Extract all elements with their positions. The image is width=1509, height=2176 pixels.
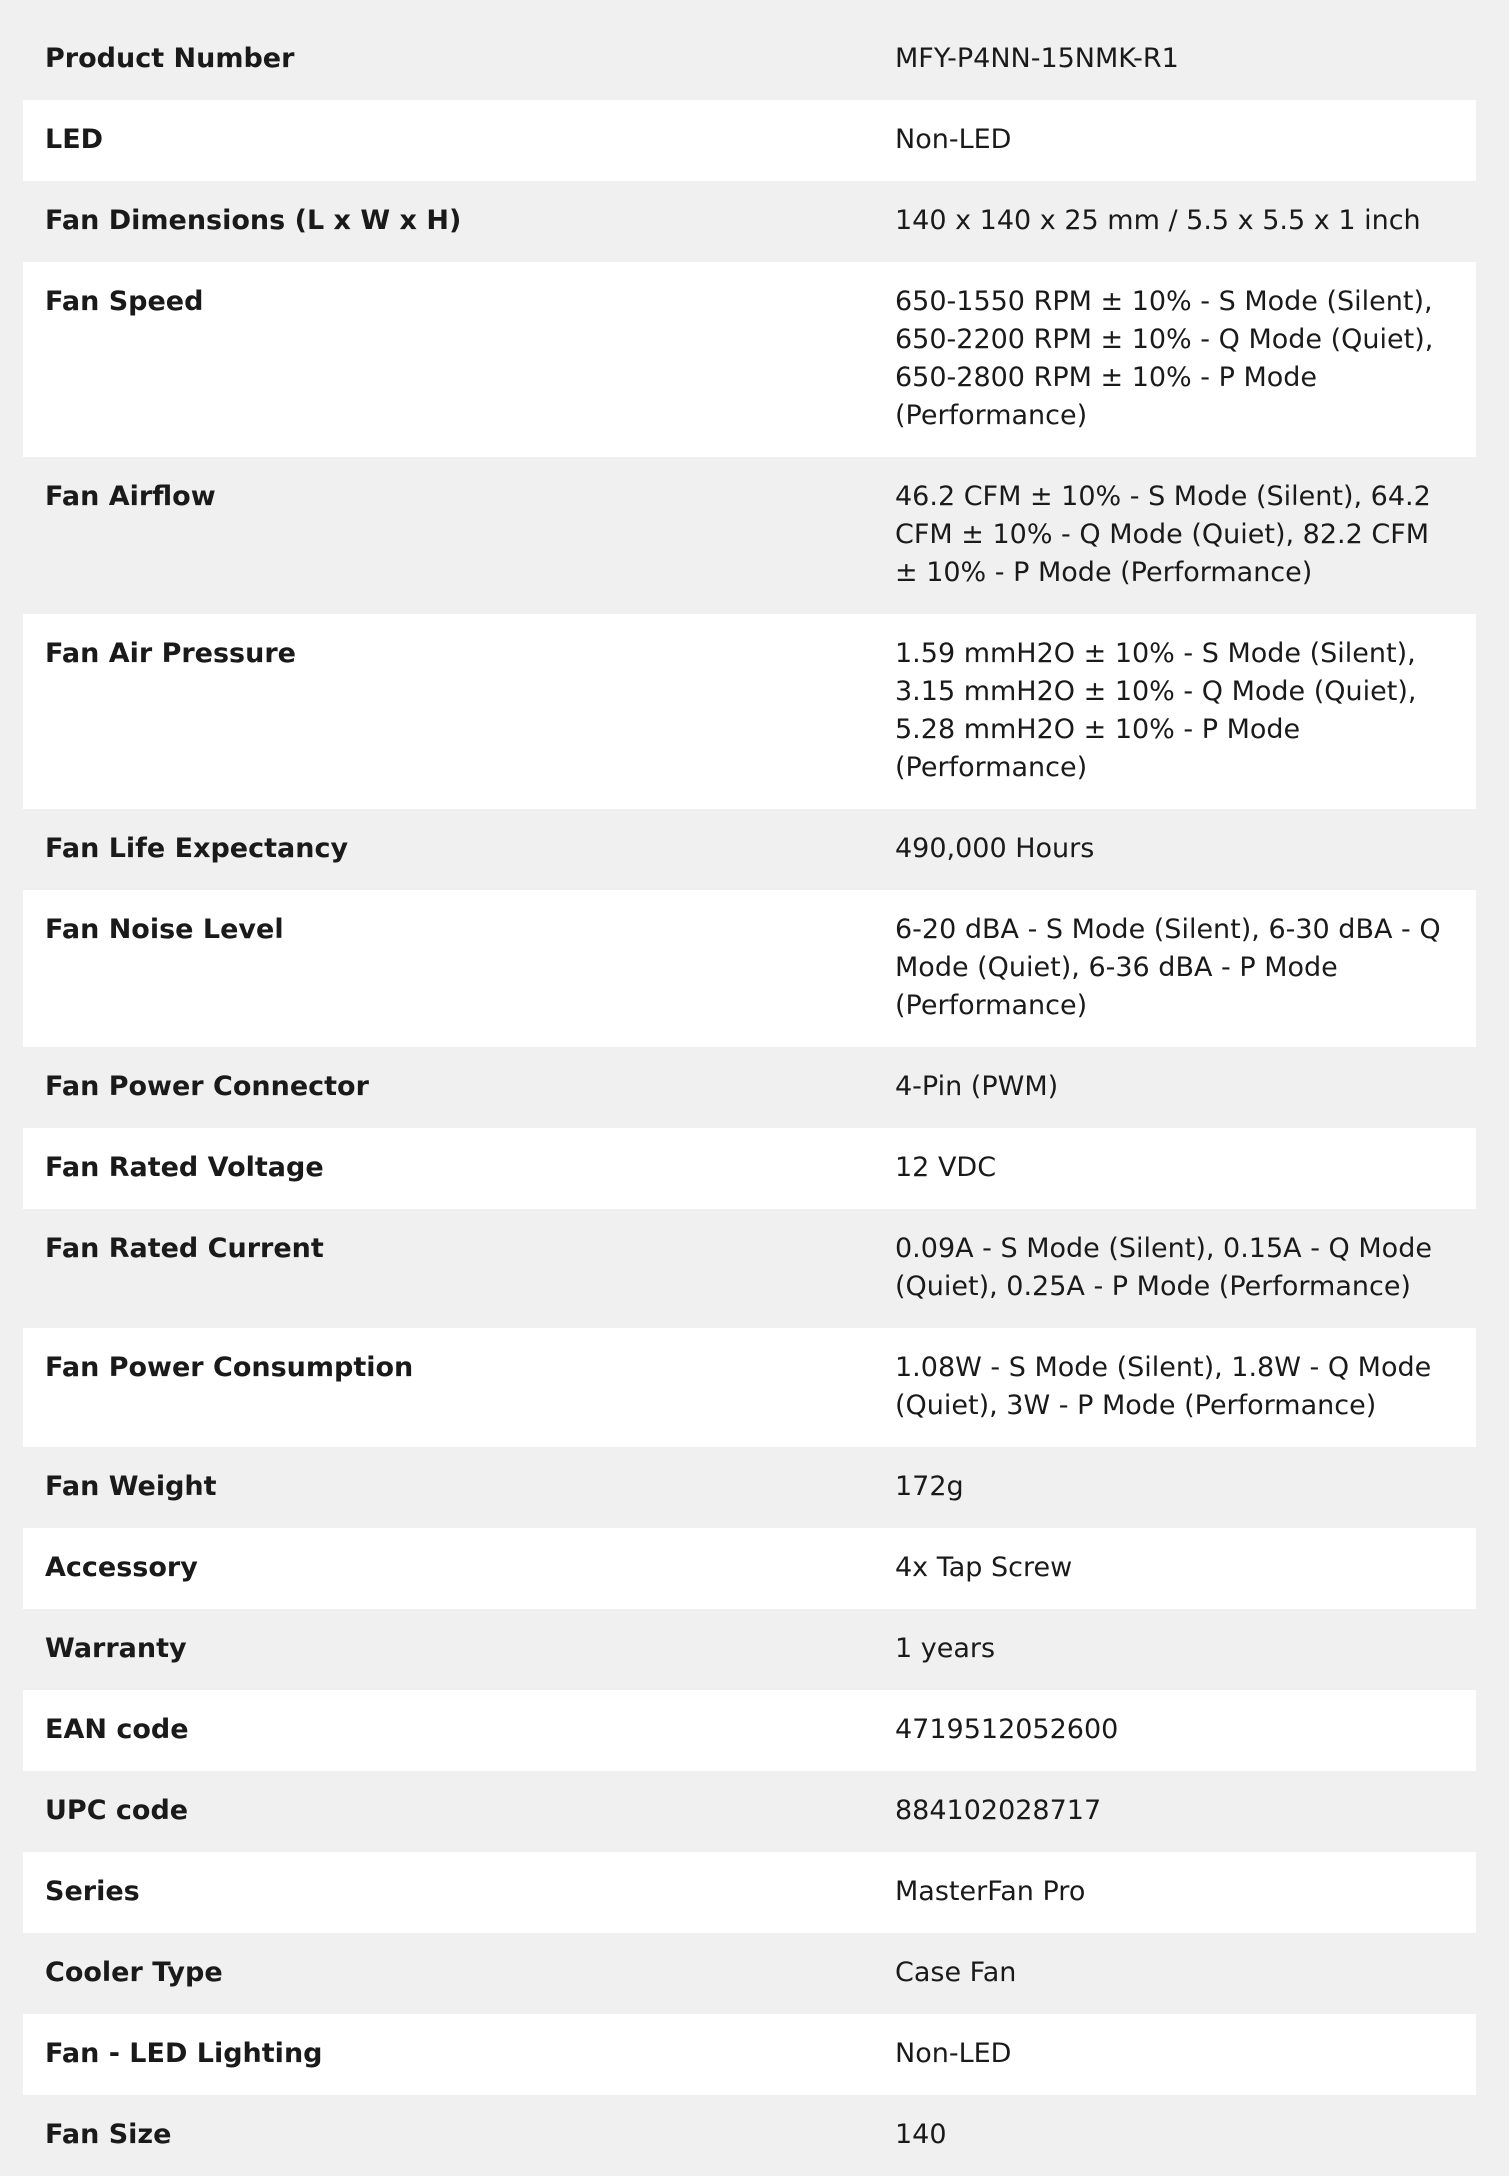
- spec-label: Cooler Type: [45, 1957, 223, 1988]
- spec-row-fan-noise-level: [23, 890, 1476, 1047]
- spec-row-ean-code: [23, 1690, 1476, 1771]
- spec-row-fan-power-consumption: [23, 1328, 1476, 1447]
- spec-label: Fan Speed: [45, 286, 204, 317]
- spec-label: Fan Power Connector: [45, 1071, 369, 1102]
- spec-value: 6-20 dBA - S Mode (Silent), 6-30 dBA - Q Mode (Quiet), 6-36 dBA - P Mode (Performance): [895, 914, 1441, 1021]
- spec-row-fan-airflow: [23, 457, 1476, 614]
- spec-label: Fan Power Consumption: [45, 1352, 414, 1383]
- spec-row-fan-speed: [23, 262, 1476, 457]
- spec-value: MasterFan Pro: [895, 1876, 1086, 1907]
- spec-value: Case Fan: [895, 1957, 1017, 1988]
- spec-value: 140 x 140 x 25 mm / 5.5 x 5.5 x 1 inch: [895, 205, 1421, 236]
- spec-label: Fan - LED Lighting: [45, 2038, 323, 2069]
- spec-label: Fan Life Expectancy: [45, 833, 349, 864]
- spec-row-fan-size: [23, 2095, 1476, 2176]
- spec-value: Non-LED: [895, 2038, 1012, 2069]
- spec-row-warranty: [23, 1609, 1476, 1690]
- spec-value: 490,000 Hours: [895, 833, 1095, 864]
- spec-label: Fan Weight: [45, 1471, 217, 1502]
- spec-value: 1.59 mmH2O ± 10% - S Mode (Silent), 3.15 mmH2O ± 10% - Q Mode (Quiet), 5.28 mmH2O ± 10% - P Mode (Performance): [895, 638, 1417, 783]
- spec-row-fan-power-connector: [23, 1047, 1476, 1128]
- spec-label: Fan Noise Level: [45, 914, 284, 945]
- spec-value: 884102028717: [895, 1795, 1102, 1826]
- spec-label: Fan Dimensions (L x W x H): [45, 205, 462, 236]
- spec-value: 140: [895, 2119, 947, 2150]
- spec-value: 4719512052600: [895, 1714, 1119, 1745]
- spec-row-fan-life-expectancy: [23, 809, 1476, 890]
- spec-table: [23, 19, 1476, 2176]
- spec-value: 1.08W - S Mode (Silent), 1.8W - Q Mode (Quiet), 3W - P Mode (Performance): [895, 1352, 1432, 1421]
- spec-row-fan-rated-current: [23, 1209, 1476, 1328]
- spec-row-led: [23, 100, 1476, 181]
- spec-value: 46.2 CFM ± 10% - S Mode (Silent), 64.2 CFM ± 10% - Q Mode (Quiet), 82.2 CFM ± 10% - P Mode (Performance): [895, 481, 1431, 588]
- spec-label: Fan Size: [45, 2119, 172, 2150]
- spec-row-upc-code: [23, 1771, 1476, 1852]
- spec-value: Non-LED: [895, 124, 1012, 155]
- spec-row-accessory: [23, 1528, 1476, 1609]
- spec-value: 650-1550 RPM ± 10% - S Mode (Silent), 650-2200 RPM ± 10% - Q Mode (Quiet), 650-2800 RPM ± 10% - P Mode (Performance): [895, 286, 1434, 431]
- spec-label: Fan Rated Current: [45, 1233, 324, 1264]
- spec-label: Fan Airflow: [45, 481, 216, 512]
- spec-row-fan-led-lighting: [23, 2014, 1476, 2095]
- spec-value: 4-Pin (PWM): [895, 1071, 1059, 1102]
- spec-row-product-number: [23, 19, 1476, 100]
- spec-row-series: [23, 1852, 1476, 1933]
- spec-value: 4x Tap Screw: [895, 1552, 1073, 1583]
- spec-label: UPC code: [45, 1795, 189, 1826]
- spec-row-fan-dimensions: [23, 181, 1476, 262]
- spec-label: LED: [45, 124, 104, 155]
- spec-value: 1 years: [895, 1633, 996, 1664]
- spec-value: 12 VDC: [895, 1152, 997, 1183]
- spec-label: Product Number: [45, 43, 295, 74]
- spec-label: Fan Rated Voltage: [45, 1152, 324, 1183]
- spec-row-fan-air-pressure: [23, 614, 1476, 809]
- spec-row-cooler-type: [23, 1933, 1476, 2014]
- spec-label: Fan Air Pressure: [45, 638, 296, 669]
- spec-label: Series: [45, 1876, 140, 1907]
- spec-value: 172g: [895, 1471, 964, 1502]
- spec-value: MFY-P4NN-15NMK-R1: [895, 43, 1179, 74]
- spec-row-fan-rated-voltage: [23, 1128, 1476, 1209]
- spec-row-fan-weight: [23, 1447, 1476, 1528]
- spec-label: Warranty: [45, 1633, 187, 1664]
- spec-value: 0.09A - S Mode (Silent), 0.15A - Q Mode (Quiet), 0.25A - P Mode (Performance): [895, 1233, 1432, 1302]
- spec-label: EAN code: [45, 1714, 189, 1745]
- spec-label: Accessory: [45, 1552, 198, 1583]
